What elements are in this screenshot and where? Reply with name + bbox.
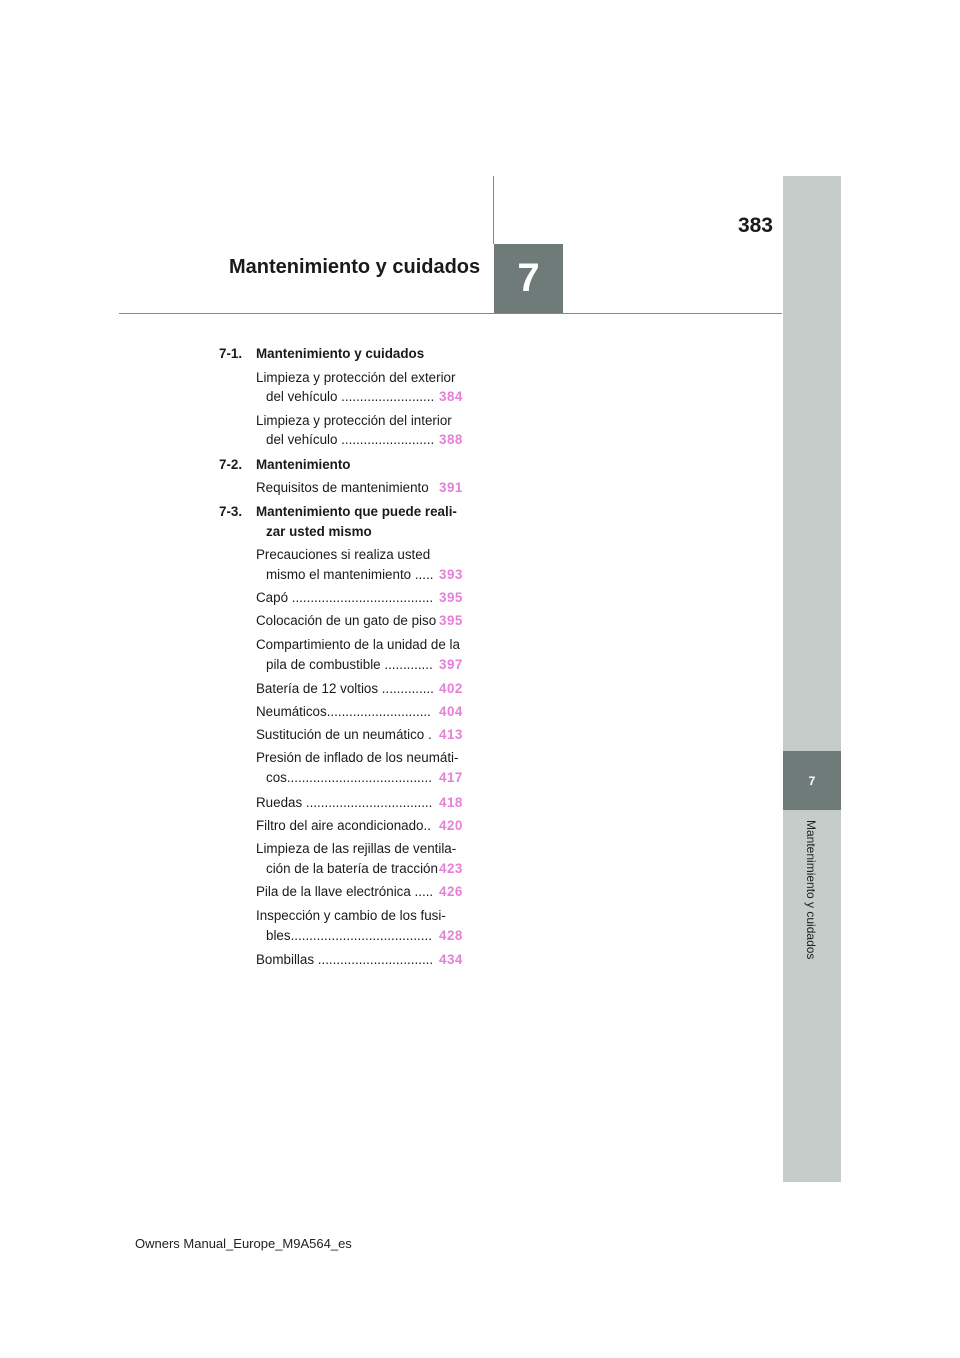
toc-entry-floor-jack[interactable]: Colocación de un gato de piso — [256, 613, 437, 628]
section-title-7-3-line2[interactable]: zar usted mismo — [266, 524, 372, 539]
toc-entry-fuses-line2[interactable]: bles...................................... — [266, 928, 432, 943]
page-link-417[interactable]: 417 — [439, 770, 463, 785]
chapter-number-box: 7 — [494, 244, 563, 313]
toc-entry-fuel-cell-line2[interactable]: pila de combustible ............. — [266, 657, 433, 672]
page-link-402[interactable]: 402 — [439, 681, 463, 696]
page-link-423[interactable]: 423 — [439, 861, 463, 876]
page-link-384[interactable]: 384 — [439, 389, 463, 404]
toc-entry-fuel-cell-line1[interactable]: Compartimiento de la unidad de la — [256, 637, 460, 652]
page-link-420[interactable]: 420 — [439, 818, 463, 833]
page-link-426[interactable]: 426 — [439, 884, 463, 899]
toc-entry-interior-line1[interactable]: Limpieza y protección del interior — [256, 413, 452, 428]
page-link-413[interactable]: 413 — [439, 727, 463, 742]
page-link-404[interactable]: 404 — [439, 704, 463, 719]
toc-entry-bulbs[interactable]: Bombillas ............................... — [256, 952, 434, 967]
section-title-7-1[interactable]: Mantenimiento y cuidados — [256, 346, 425, 361]
page-number: 383 — [737, 214, 773, 237]
toc-entry-key-battery[interactable]: Pila de la llave electrónica ..... — [256, 884, 434, 899]
toc-entry-exterior-line2[interactable]: del vehículo ......................... — [266, 389, 435, 404]
header-vertical-rule — [493, 176, 494, 244]
side-chapter-label-text: Mantenimiento y cuidados — [804, 820, 818, 960]
toc-entry-12v-battery[interactable]: Batería de 12 voltios .............. — [256, 681, 434, 696]
side-chapter-tab[interactable]: 7 — [783, 751, 841, 810]
toc-entry-precautions-line1[interactable]: Precauciones si realiza usted — [256, 547, 431, 562]
toc-entry-precautions-line2[interactable]: mismo el mantenimiento ..... — [266, 567, 434, 582]
page-link-397[interactable]: 397 — [439, 657, 463, 672]
section-number-7-3: 7-3. — [219, 504, 243, 519]
toc-entry-hood[interactable]: Capó ...................................... — [256, 590, 434, 605]
page-link-393[interactable]: 393 — [439, 567, 463, 582]
page-link-391[interactable]: 391 — [439, 480, 463, 495]
page-link-418[interactable]: 418 — [439, 795, 463, 810]
toc-entry-ac-filter[interactable]: Filtro del aire acondicionado.. — [256, 818, 431, 833]
toc-entry-tire-pressure-line1[interactable]: Presión de inflado de los neumáti- — [256, 750, 459, 765]
page-link-395-jack[interactable]: 395 — [439, 613, 463, 628]
footer-document-id: Owners Manual_Europe_M9A564_es — [135, 1236, 352, 1251]
toc-entry-exterior-line1[interactable]: Limpieza y protección del exterior — [256, 370, 456, 385]
page-link-388[interactable]: 388 — [439, 432, 463, 447]
section-number-7-1: 7-1. — [219, 346, 243, 361]
section-title-7-2[interactable]: Mantenimiento — [256, 457, 351, 472]
toc-entry-interior-line2[interactable]: del vehículo ......................... — [266, 432, 435, 447]
page-link-434[interactable]: 434 — [439, 952, 463, 967]
toc-entry-tire-replacement[interactable]: Sustitución de un neumático . — [256, 727, 432, 742]
page-link-428[interactable]: 428 — [439, 928, 463, 943]
toc-entry-wheels[interactable]: Ruedas .................................. — [256, 795, 433, 810]
side-strip — [783, 176, 841, 1182]
toc-entry-vent-grilles-line1[interactable]: Limpieza de las rejillas de ventila- — [256, 841, 457, 856]
toc-entry-fuses-line1[interactable]: Inspección y cambio de los fusi- — [256, 908, 446, 923]
page-link-395-hood[interactable]: 395 — [439, 590, 463, 605]
section-number-7-2: 7-2. — [219, 457, 243, 472]
toc-entry-tires[interactable]: Neumáticos............................ — [256, 704, 431, 719]
toc-entry-vent-grilles-line2[interactable]: ción de la batería de tracción — [266, 861, 438, 876]
toc-entry-tire-pressure-line2[interactable]: cos....................................... — [266, 770, 432, 785]
header-horizontal-rule — [119, 313, 782, 314]
toc-entry-maintenance-requirements[interactable]: Requisitos de mantenimiento — [256, 480, 429, 495]
chapter-title: Mantenimiento y cuidados — [229, 256, 481, 278]
section-title-7-3-line1[interactable]: Mantenimiento que puede reali- — [256, 504, 457, 519]
